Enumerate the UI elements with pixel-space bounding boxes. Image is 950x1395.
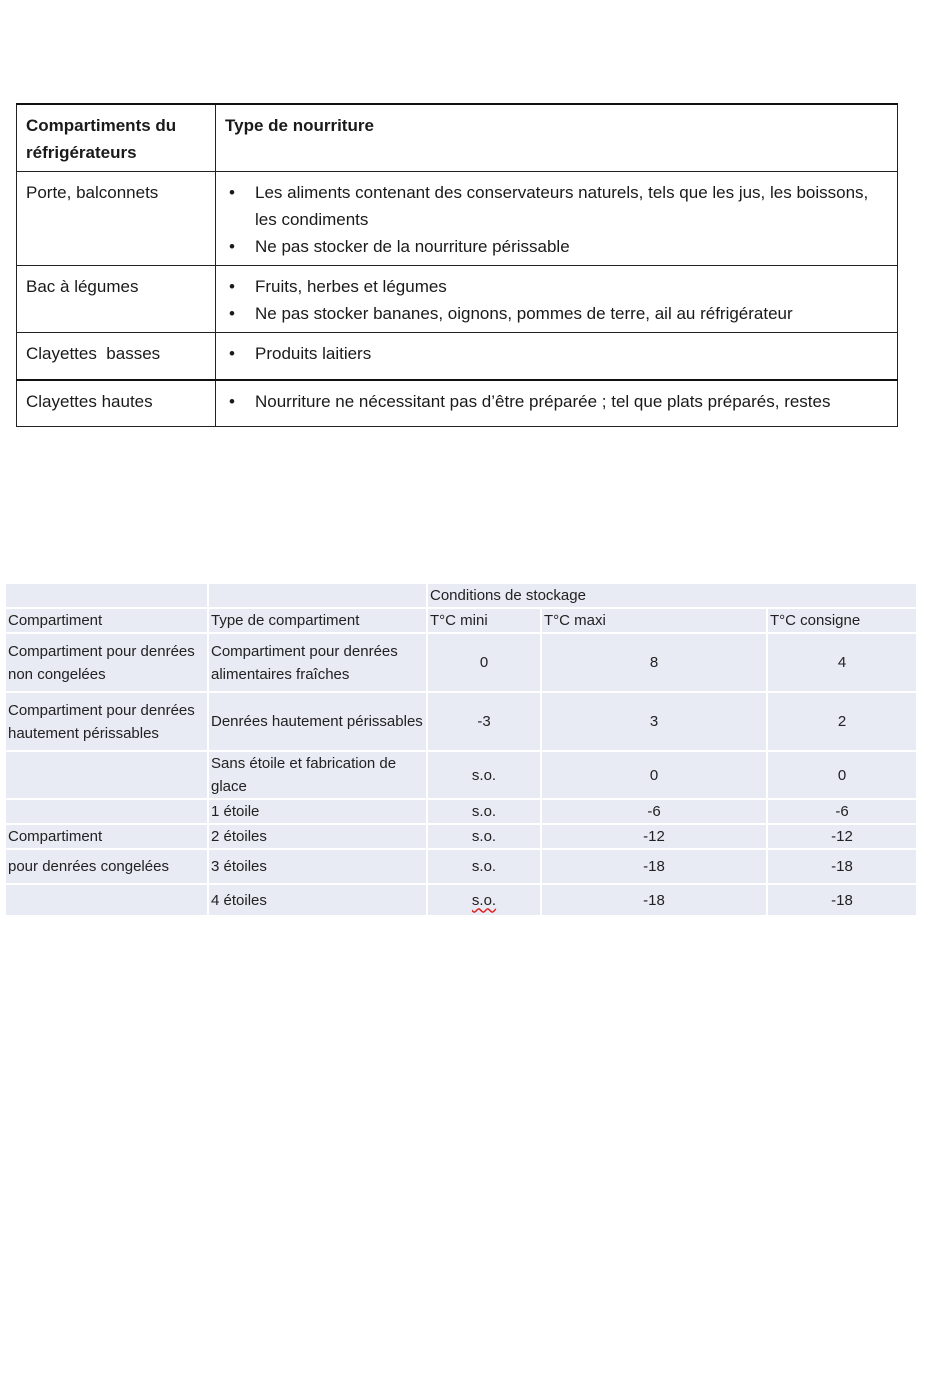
type-cell: 2 étoiles <box>209 825 428 850</box>
temp-setpoint-cell: -12 <box>768 825 916 850</box>
compartment-cell: Clayettes hautes <box>17 380 216 427</box>
temp-setpoint-cell: 0 <box>768 752 916 800</box>
list-item: • Ne pas stocker de la nourriture périssable <box>225 233 888 260</box>
temp-max-cell: -18 <box>542 850 768 885</box>
list-item: • Les aliments contenant des conservateurs naturels, tels que les jus, les boissons, les condiments <box>225 179 888 233</box>
table-row <box>6 885 916 917</box>
compartment-cell: Clayettes basses <box>17 333 216 381</box>
food-type-cell <box>216 266 898 333</box>
table-row <box>6 800 916 825</box>
food-type-cell <box>216 333 898 381</box>
storage-conditions-table <box>6 584 916 917</box>
spellcheck-text: s.o. <box>471 891 497 909</box>
table-row <box>17 380 898 427</box>
table-row <box>6 693 916 752</box>
food-type-cell <box>216 172 898 266</box>
empty-cell <box>6 584 209 609</box>
group-header-row <box>6 584 916 609</box>
compartment-cell: Porte, balconnets <box>17 172 216 266</box>
empty-cell <box>209 584 428 609</box>
fridge-compartments-table <box>16 103 898 427</box>
table-row <box>6 752 916 800</box>
food-list <box>225 340 888 367</box>
header-compartment: Compartiment <box>6 609 209 634</box>
temp-setpoint-cell: 4 <box>768 634 916 693</box>
temp-max-cell: 8 <box>542 634 768 693</box>
temp-setpoint-cell: -18 <box>768 850 916 885</box>
compartment-cell <box>6 800 209 825</box>
food-type-cell <box>216 380 898 427</box>
type-cell: Compartiment pour denrées alimentaires fraîches <box>209 634 428 693</box>
compartment-cell <box>6 752 209 800</box>
table-header-row <box>17 104 898 172</box>
temp-setpoint-cell: -18 <box>768 885 916 917</box>
list-item: • Fruits, herbes et légumes <box>225 273 888 300</box>
food-list <box>225 388 888 415</box>
temp-setpoint-cell: 2 <box>768 693 916 752</box>
temp-max-cell: 0 <box>542 752 768 800</box>
table-row <box>6 850 916 885</box>
compartment-cell: Bac à légumes <box>17 266 216 333</box>
header-compartments: Compartiments du réfrigérateurs <box>17 104 216 172</box>
compartment-cell: Compartiment <box>6 825 209 850</box>
type-cell: Denrées hautement périssables <box>209 693 428 752</box>
food-list <box>225 273 888 327</box>
temp-max-cell: -12 <box>542 825 768 850</box>
list-item: • Produits laitiers <box>225 340 888 367</box>
compartment-cell: pour denrées congelées <box>6 850 209 885</box>
table-row <box>6 825 916 850</box>
temp-min-cell <box>428 885 542 917</box>
temp-min-cell: s.o. <box>428 825 542 850</box>
compartment-cell: Compartiment pour denrées non congelées <box>6 634 209 693</box>
compartment-cell <box>6 885 209 917</box>
type-cell: 1 étoile <box>209 800 428 825</box>
storage-conditions-header: Conditions de stockage <box>428 584 916 609</box>
list-item: • Nourriture ne nécessitant pas d’être préparée ; tel que plats préparés, restes <box>225 388 888 415</box>
temp-min-cell: s.o. <box>428 850 542 885</box>
temp-min-cell: s.o. <box>428 752 542 800</box>
temp-min-cell: 0 <box>428 634 542 693</box>
type-cell: 3 étoiles <box>209 850 428 885</box>
header-food-type: Type de nourriture <box>216 104 898 172</box>
column-header-row <box>6 609 916 634</box>
list-item: • Ne pas stocker bananes, oignons, pommes de terre, ail au réfrigérateur <box>225 300 888 327</box>
temp-max-cell: 3 <box>542 693 768 752</box>
type-cell: Sans étoile et fabrication de glace <box>209 752 428 800</box>
compartment-cell: Compartiment pour denrées hautement périssables <box>6 693 209 752</box>
header-temp-min: T°C mini <box>428 609 542 634</box>
header-temp-setpoint: T°C consigne <box>768 609 916 634</box>
food-list <box>225 179 888 260</box>
table-row <box>17 266 898 333</box>
header-compartment-type: Type de compartiment <box>209 609 428 634</box>
temp-max-cell: -18 <box>542 885 768 917</box>
temp-max-cell: -6 <box>542 800 768 825</box>
table-row <box>17 172 898 266</box>
temp-setpoint-cell: -6 <box>768 800 916 825</box>
table-row <box>6 634 916 693</box>
temp-min-cell: -3 <box>428 693 542 752</box>
header-temp-max: T°C maxi <box>542 609 768 634</box>
table-row <box>17 333 898 381</box>
temp-min-cell: s.o. <box>428 800 542 825</box>
type-cell: 4 étoiles <box>209 885 428 917</box>
